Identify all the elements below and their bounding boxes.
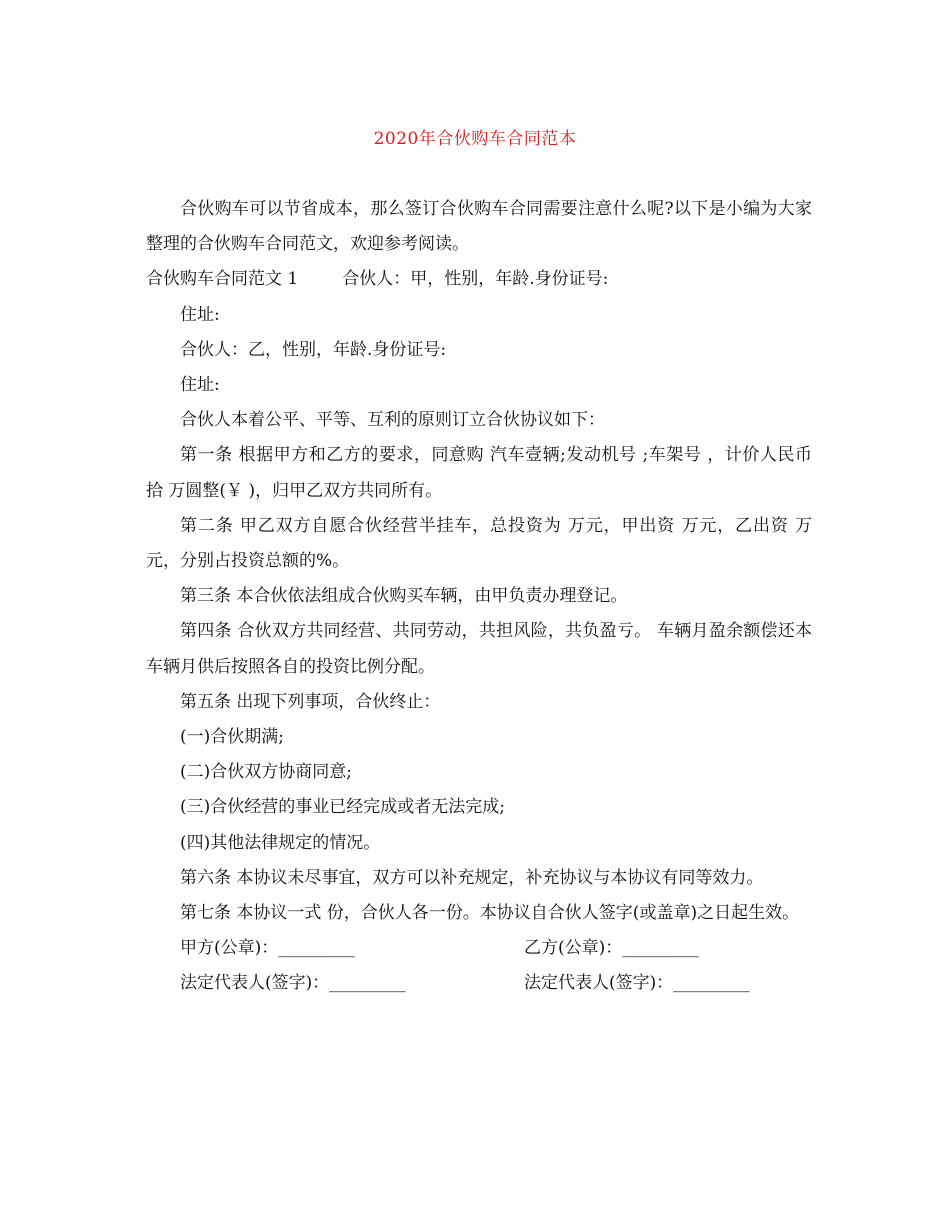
address-line-2: 住址: [180,375,220,396]
termination-item-2: (二)合伙双方协商同意; [180,762,352,783]
principle-line: 合伙人本着公平、平等、互利的原则订立合伙协议如下： [180,410,605,431]
partner-a-line: 合伙人：甲，性别，年龄.身份证号: [342,269,609,290]
intro-paragraph: 合伙购车可以节省成本，那么签订合伙购车合同需要注意什么呢?以下是小编为大家整理的合伙购车合同范文，欢迎参考阅读。 [146,199,812,255]
party-b-seal-field: 乙方(公章)：_________ [524,938,699,959]
document-title: 2020年合伙购车合同范本 [373,129,577,149]
article-3: 第三条 本合伙依法组成合伙购买车辆，由甲负责办理登记。 [180,586,628,607]
article-6: 第六条 本协议未尽事宜，双方可以补充规定，补充协议与本协议有同等效力。 [180,867,764,888]
party-b-representative-field: 法定代表人(签字)：_________ [524,973,750,994]
signature-row-seal [146,931,812,966]
signature-row-representative [146,966,812,1001]
partner-b-line: 合伙人：乙，性别，年龄.身份证号: [180,339,447,360]
article-1: 第一条 根据甲方和乙方的要求，同意购 汽车壹辆;发动机号 ;车架号 ，计价人民币 拾 万圆整(￥ )，归甲乙双方共同所有。 [146,445,812,501]
sample-header-line [146,262,812,297]
article-5: 第五条 出现下列事项，合伙终止： [180,691,441,712]
party-a-representative-field: 法定代表人(签字)：_________ [180,973,406,994]
article-2: 第二条 甲乙双方自愿合伙经营半挂车，总投资为 万元，甲出资 万元，乙出资 万元，分别占投资总额的%。 [146,515,812,572]
termination-item-1: (一)合伙期满; [180,727,284,748]
sample-label: 合伙购车合同范文 1 [146,269,299,290]
party-a-seal-field: 甲方(公章)：_________ [180,938,355,959]
document-body [146,192,812,1002]
article-4: 第四条 合伙双方共同经营、共同劳动，共担风险，共负盈亏。 车辆月盈余额偿还本车辆月供后按照各自的投资比例分配。 [146,621,812,677]
termination-item-3: (三)合伙经营的事业已经完成或者无法完成; [180,797,505,818]
address-line-1: 住址: [180,304,220,325]
article-7: 第七条 本协议一式 份，合伙人各一份。本协议自合伙人签字(或盖章)之日起生效。 [180,903,800,924]
termination-item-4: (四)其他法律规定的情况。 [180,832,381,853]
